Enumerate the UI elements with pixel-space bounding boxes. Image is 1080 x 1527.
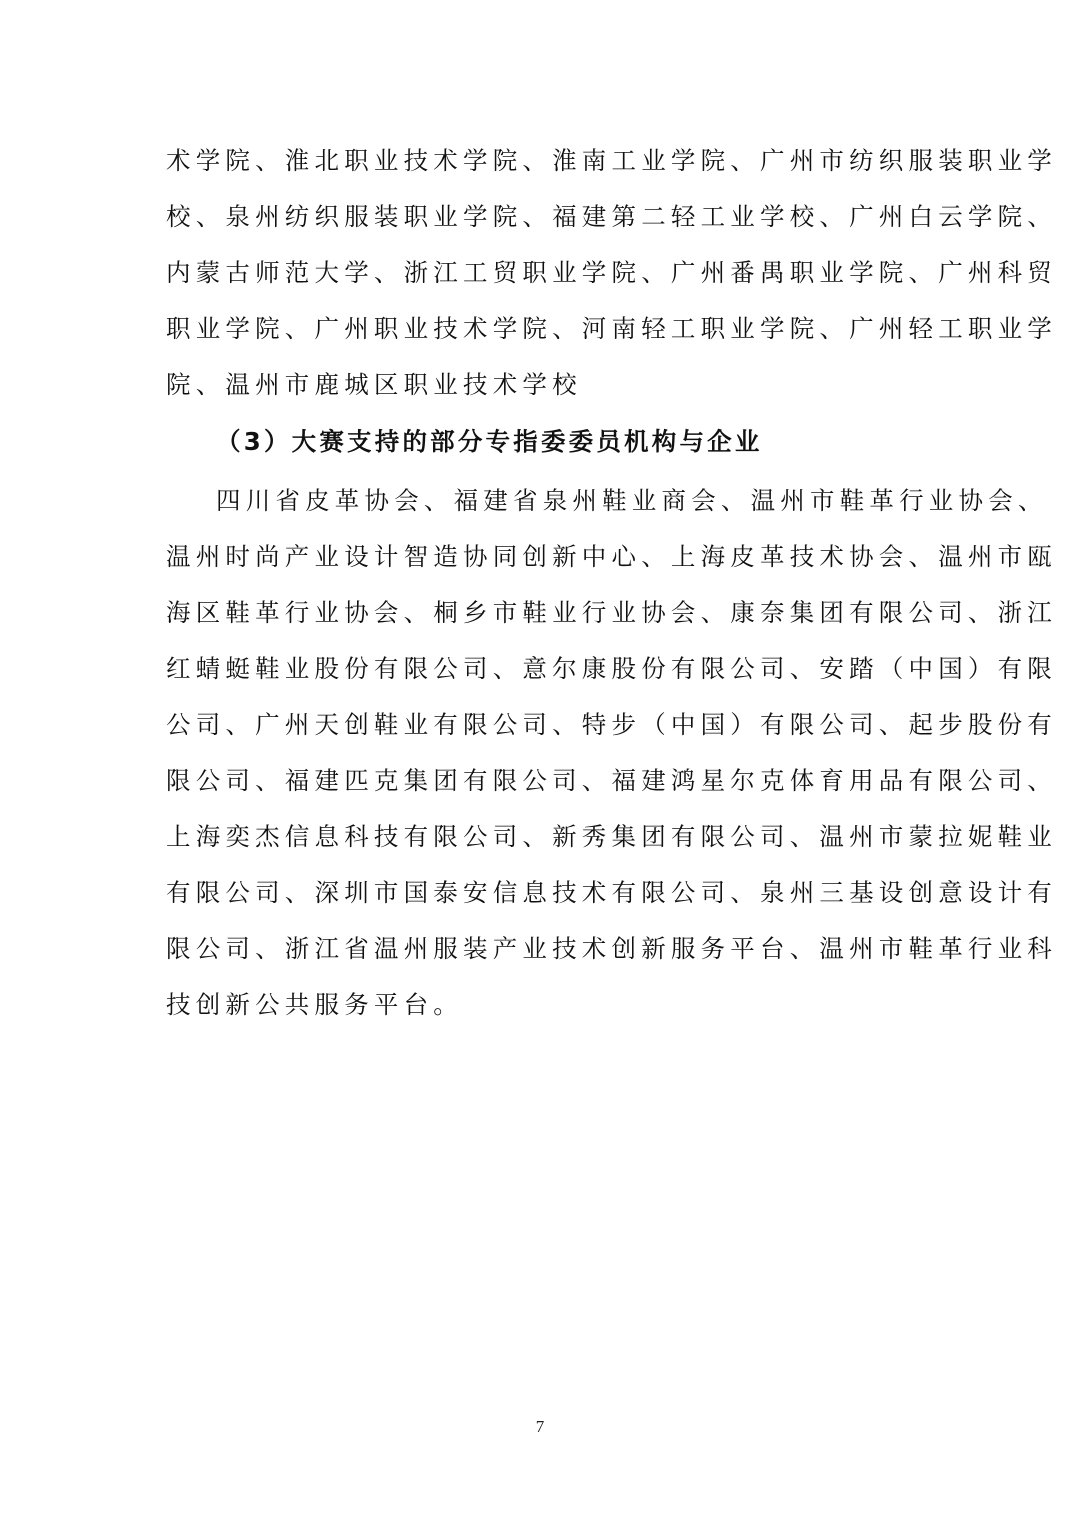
- page-number: 7: [535, 1417, 545, 1436]
- supporters-line-1: 四川省皮革协会、福建省泉州鞋业商会、温州市鞋革行业协会、: [216, 486, 1048, 515]
- supporters-line-9: 限公司、浙江省温州服装产业技术创新服务平台、温州市鞋革行业科: [166, 934, 1057, 963]
- supporters-line-8: 有限公司、深圳市国泰安信息技术有限公司、泉州三基设创意设计有: [166, 878, 1057, 907]
- supporters-line-3: 海区鞋革行业协会、桐乡市鞋业行业协会、康奈集团有限公司、浙江: [166, 598, 1057, 627]
- institutions-line-2: 校、泉州纺织服装职业学院、福建第二轻工业学校、广州白云学院、: [166, 202, 1057, 231]
- institutions-line-3: 内蒙古师范大学、浙江工贸职业学院、广州番禺职业学院、广州科贸: [166, 258, 1057, 287]
- supporters-line-4: 红蜻蜓鞋业股份有限公司、意尔康股份有限公司、安踏（中国）有限: [166, 654, 1057, 683]
- supporters-line-2: 温州时尚产业设计智造协同创新中心、上海皮革技术协会、温州市瓯: [166, 542, 1057, 571]
- section-heading: （3）大赛支持的部分专指委委员机构与企业: [216, 427, 763, 456]
- institutions-line-4: 职业学院、广州职业技术学院、河南轻工职业学院、广州轻工职业学: [166, 314, 1057, 343]
- supporters-line-5: 公司、广州天创鞋业有限公司、特步（中国）有限公司、起步股份有: [166, 710, 1057, 739]
- supporters-line-7: 上海奕杰信息科技有限公司、新秀集团有限公司、温州市蒙拉妮鞋业: [166, 822, 1057, 851]
- supporters-line-6: 限公司、福建匹克集团有限公司、福建鸿星尔克体育用品有限公司、: [166, 766, 1057, 795]
- institutions-line-1: 术学院、淮北职业技术学院、淮南工业学院、广州市纺织服装职业学: [166, 146, 1057, 175]
- supporters-line-10: 技创新公共服务平台。: [166, 990, 463, 1019]
- institutions-line-5: 院、温州市鹿城区职业技术学校: [166, 370, 582, 399]
